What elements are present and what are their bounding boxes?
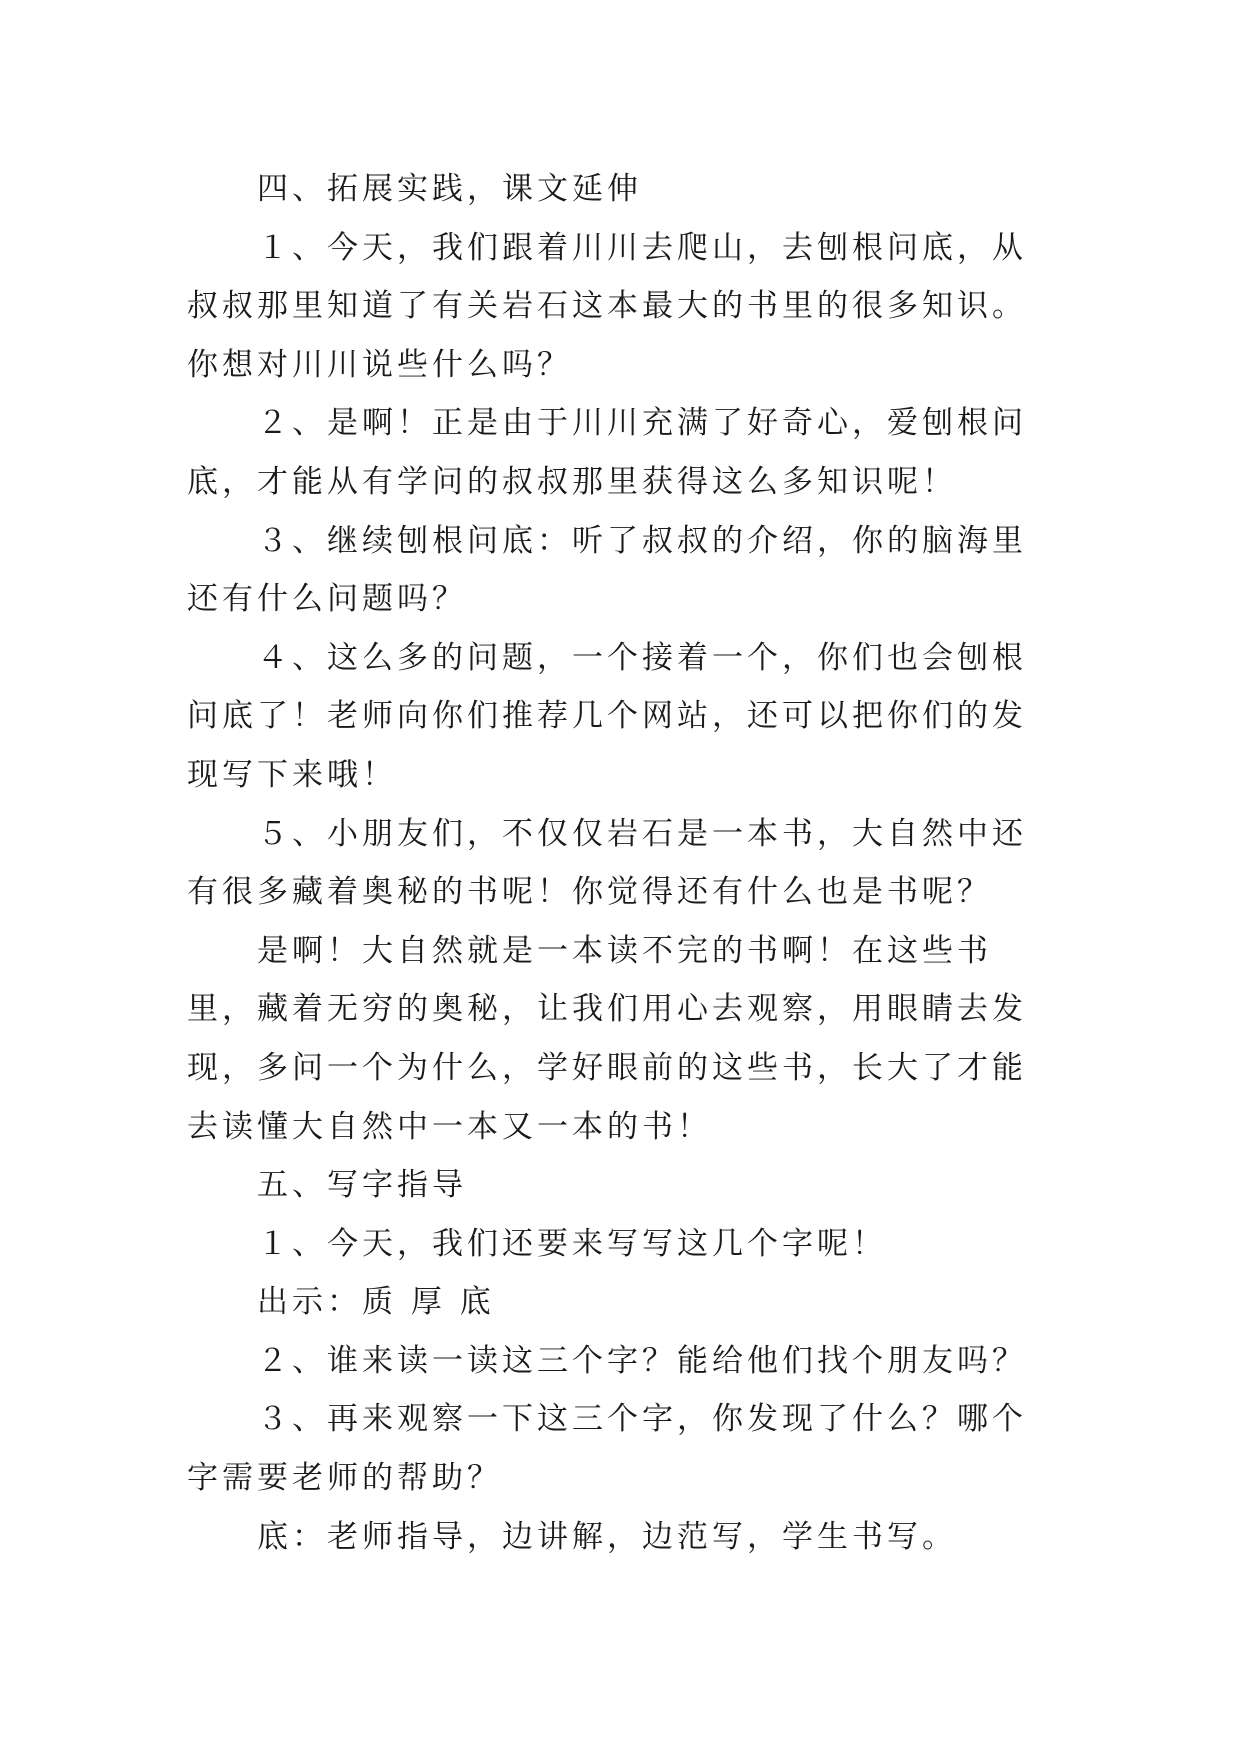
paragraph-item-3: ３、继续刨根问底：听了叔叔的介绍，你的脑海里还有什么问题吗？ [187, 522, 1027, 618]
section-heading-extension: 四、拓展实践，课文延伸 [257, 171, 642, 207]
paragraph-writing-guidance: 底：老师指导，边讲解，边范写，学生书写。 [257, 1518, 957, 1555]
paragraph-writing-3: ３、再来观察一下这三个字，你发现了什么？哪个字需要老师的帮助？ [187, 1401, 1027, 1497]
document-body [187, 160, 1057, 1566]
section-heading-writing: 五、写字指导 [257, 1167, 467, 1204]
paragraph-writing-2: ２、谁来读一读这三个字？能给他们找个朋友吗？ [257, 1342, 1027, 1379]
paragraph-writing-1: １、今天，我们还要来写写这几个字呢！ [257, 1225, 887, 1262]
paragraph-item-4: ４、这么多的问题，一个接着一个，你们也会刨根问底了！老师向你们推荐几个网站，还可以把你们的发现写下来哦！ [187, 639, 1027, 793]
paragraph-item-5: ５、小朋友们，不仅仅岩石是一本书，大自然中还有很多藏着奥秘的书呢！你觉得还有什么也是书呢？ [187, 815, 1027, 911]
paragraph-nature-book: 是啊！大自然就是一本读不完的书啊！在这些书里，藏着无穷的奥秘，让我们用心去观察，用眼睛去发现，多问一个为什么，学好眼前的这些书，长大了才能去读懂大自然中一本又一本的书！ [187, 932, 1027, 1145]
paragraph-item-1: １、今天，我们跟着川川去爬山，去刨根问底，从叔叔那里知道了有关岩石这本最大的书里的很多知识。你想对川川说些什么吗？ [187, 229, 1027, 383]
paragraph-show-characters: 出示：质 厚 底 [257, 1284, 495, 1321]
paragraph-item-2: ２、是啊！正是由于川川充满了好奇心，爱刨根问底，才能从有学问的叔叔那里获得这么多知识呢！ [187, 405, 1027, 500]
